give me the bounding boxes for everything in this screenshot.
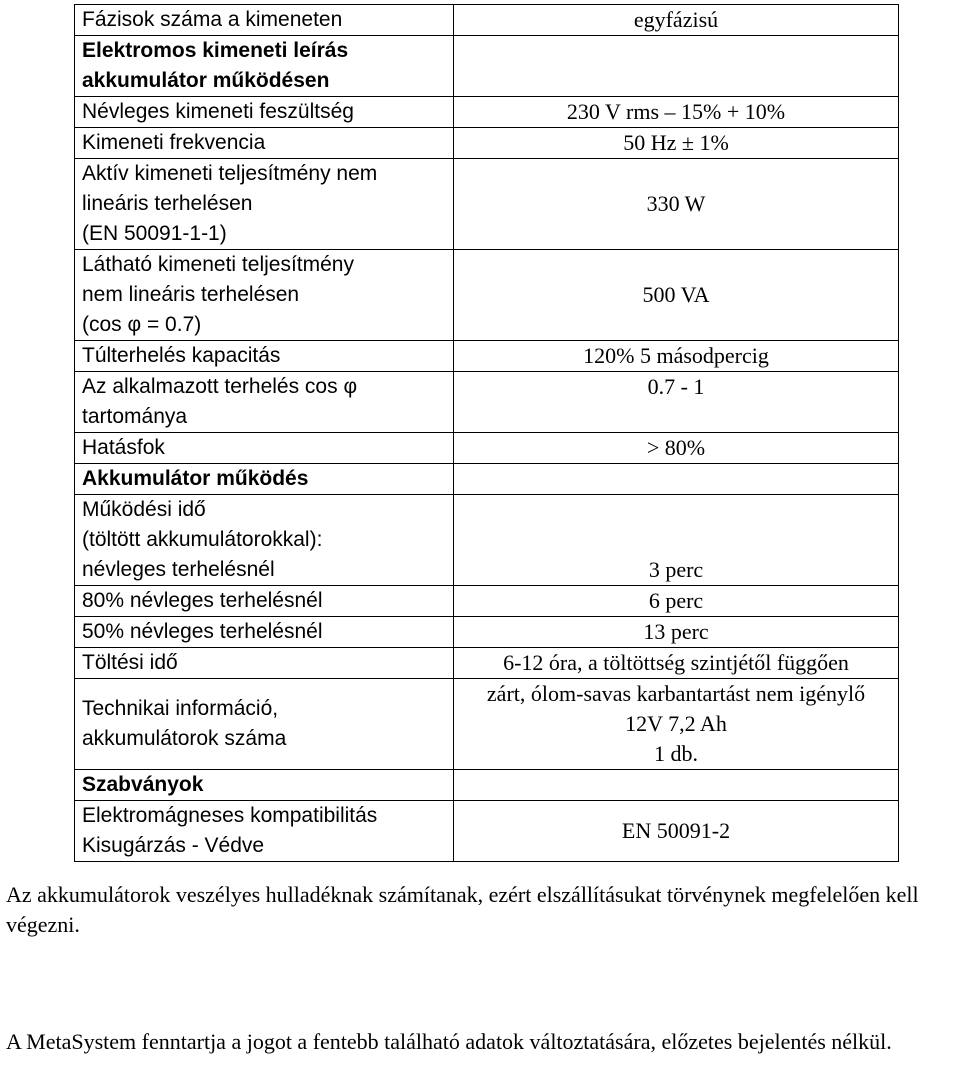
- row-label: [75, 250, 454, 341]
- label-line: Szabványok: [82, 773, 204, 796]
- row-label: [75, 372, 454, 433]
- label-line: akkumulátorok száma: [82, 727, 287, 750]
- value-line: 50 Hz ± 1%: [623, 130, 729, 155]
- row-label: [75, 433, 454, 464]
- row-label: [75, 617, 454, 648]
- value-line: 500 VA: [642, 282, 710, 307]
- value-line: 6-12 óra, a töltöttség szintjétől függően: [503, 650, 849, 675]
- row-label: [75, 341, 454, 372]
- label-line: Az alkalmazott terhelés cos φ: [82, 375, 358, 398]
- label-line: Látható kimeneti teljesítmény: [82, 253, 354, 276]
- row-value: [454, 5, 899, 36]
- label-line: Akkumulátor működés: [82, 467, 309, 490]
- value-line: 3 perc: [648, 557, 704, 582]
- label-line: Kimeneti frekvencia: [82, 131, 266, 154]
- row-value: [454, 464, 899, 495]
- row-value: [454, 372, 899, 433]
- row-value: [454, 36, 899, 97]
- value-line: zárt, ólom-savas karbantartást nem igénylő: [486, 681, 866, 706]
- battery-disposal-note: Az akkumulátorok veszélyes hulladéknak számítanak, ezért elszállításukat törvénynek megfelelően kell végezni.: [6, 882, 919, 937]
- table-row: [75, 159, 899, 250]
- row-label: [75, 97, 454, 128]
- value-line: 330 W: [646, 191, 706, 216]
- table-row: [75, 586, 899, 617]
- spec-table: [74, 4, 899, 862]
- label-line: Működési idő: [82, 498, 206, 521]
- row-value: [454, 586, 899, 617]
- table-row: [75, 433, 899, 464]
- value-line: 120% 5 másodpercig: [583, 343, 769, 368]
- value-line: 13 perc: [643, 619, 709, 644]
- table-row: [75, 648, 899, 679]
- section-heading: [75, 770, 454, 801]
- label-line: (töltött akkumulátorokkal):: [82, 528, 323, 551]
- row-label: [75, 159, 454, 250]
- label-line: Elektromos kimeneti leírás: [82, 39, 349, 62]
- label-line: Hatásfok: [82, 436, 165, 459]
- label-line: Aktív kimeneti teljesítmény nem: [82, 162, 378, 185]
- row-label: [75, 679, 454, 770]
- label-line: 80% névleges terhelésnél: [82, 589, 323, 612]
- row-value: [454, 770, 899, 801]
- label-line: (cos φ = 0.7): [82, 313, 202, 336]
- label-line: Technikai információ,: [82, 697, 279, 720]
- table-row: [75, 372, 899, 433]
- label-line: Túlterhelés kapacitás: [82, 344, 281, 367]
- row-value: [454, 128, 899, 159]
- row-label: [75, 495, 454, 586]
- label-line: (EN 50091-1-1): [82, 222, 227, 245]
- table-row: [75, 495, 899, 586]
- value-line: 6 perc: [648, 588, 704, 613]
- row-value: [454, 433, 899, 464]
- label-line: 50% névleges terhelésnél: [82, 620, 323, 643]
- label-line: Töltési idő: [82, 651, 178, 674]
- row-value: [454, 250, 899, 341]
- row-label: [75, 801, 454, 862]
- table-row: [75, 5, 899, 36]
- section-heading: [75, 464, 454, 495]
- row-value: [454, 159, 899, 250]
- row-value: [454, 97, 899, 128]
- row-label: [75, 648, 454, 679]
- label-line: Kisugárzás - Védve: [82, 834, 265, 857]
- label-line: lineáris terhelésen: [82, 192, 253, 215]
- table-row: [75, 617, 899, 648]
- table-row: [75, 341, 899, 372]
- table-row: [75, 250, 899, 341]
- row-label: [75, 128, 454, 159]
- row-value: [454, 495, 899, 586]
- value-line: 230 V rms – 15% + 10%: [566, 99, 786, 124]
- table-row: [75, 801, 899, 862]
- value-line: EN 50091-2: [621, 818, 731, 843]
- value-line: egyfázisú: [633, 7, 719, 32]
- value-line: > 80%: [646, 435, 706, 460]
- row-value: [454, 617, 899, 648]
- table-row: [75, 464, 899, 495]
- section-heading: [75, 36, 454, 97]
- label-line: névleges terhelésnél: [82, 558, 275, 581]
- row-value: [454, 648, 899, 679]
- row-label: [75, 586, 454, 617]
- label-line: Elektromágneses kompatibilitás: [82, 804, 378, 827]
- label-line: Névleges kimeneti feszültség: [82, 100, 354, 123]
- table-row: [75, 679, 899, 770]
- row-value: [454, 801, 899, 862]
- value-line: 12V 7,2 Ah: [625, 711, 727, 736]
- table-row: [75, 770, 899, 801]
- row-value: [454, 341, 899, 372]
- label-line: nem lineáris terhelésen: [82, 283, 300, 306]
- label-line: tartománya: [82, 405, 188, 428]
- table-row: [75, 36, 899, 97]
- label-line: Fázisok száma a kimeneten: [82, 8, 343, 31]
- rights-reserved-note: A MetaSystem fenntartja a jogot a fentebb található adatok változtatására, előzetes bejelentés nélkül.: [6, 1029, 892, 1054]
- table-row: [75, 128, 899, 159]
- value-line: 1 db.: [654, 741, 698, 766]
- row-value: [454, 679, 899, 770]
- value-line: 0.7 - 1: [647, 374, 705, 399]
- table-row: [75, 97, 899, 128]
- label-line: akkumulátor működésen: [82, 69, 330, 92]
- row-label: [75, 5, 454, 36]
